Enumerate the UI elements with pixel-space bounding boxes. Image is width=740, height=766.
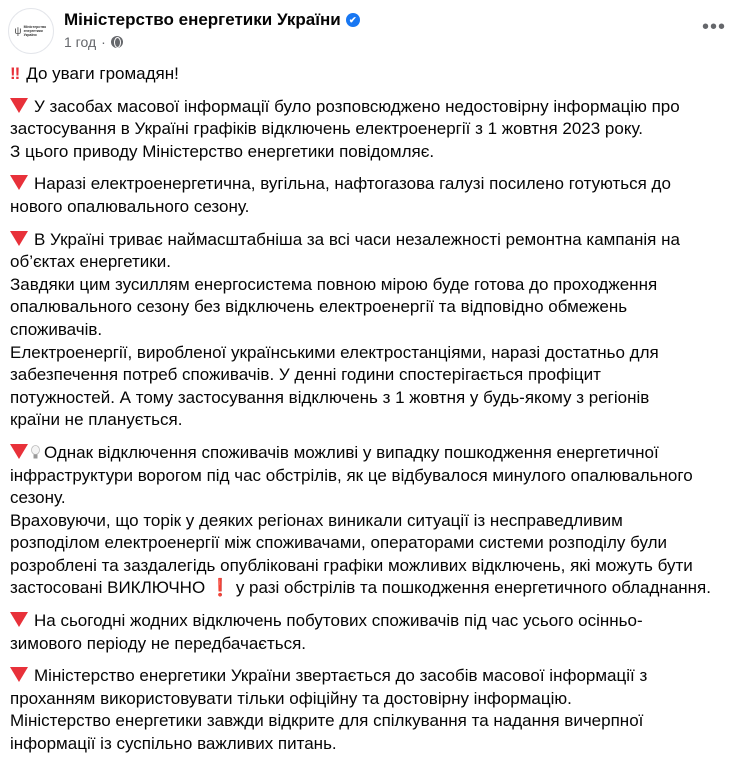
globe-icon[interactable] [111, 36, 123, 48]
post-paragraph [10, 610, 711, 655]
red-triangle-icon [10, 175, 28, 190]
text-line [10, 173, 711, 196]
text-line [10, 409, 711, 432]
line-text: зимового періоду не передбачається. [10, 633, 307, 653]
text-line [10, 387, 711, 410]
post-paragraph [10, 63, 711, 86]
text-line [10, 251, 711, 274]
line-text: Електроенергії, виробленої українськими електростанціями, наразі достатньо для [10, 342, 659, 362]
text-line [10, 577, 711, 600]
more-options-button[interactable]: ••• [701, 16, 726, 38]
line-text: розподілом електроенергії між споживачами, операторами системи розподілу були [10, 533, 668, 553]
text-line [10, 364, 711, 387]
avatar-logo-text: Міністерство енергетики України [23, 25, 47, 37]
text-line [10, 118, 711, 141]
line-text: опалювального сезону без відключень електроенергії та відповідно обмежень [10, 297, 628, 317]
line-text: Враховуючи, що торік у деяких регіонах виникали ситуації із несправедливим [10, 510, 623, 530]
text-line [10, 465, 711, 488]
red-triangle-icon [10, 667, 28, 682]
line-text: країни не планується. [10, 410, 183, 430]
text-line [10, 733, 711, 756]
line-text: проханням використовувати тільки офіційну та достовірну інформацію. [10, 688, 572, 708]
line-text: застосування в Україні графіків відключень електроенергії з 1 жовтня 2023 року. [10, 119, 643, 139]
exclamation-icon: ❗ [209, 578, 232, 598]
line-text: На сьогодні жодних відключень побутових споживачів під час усього осінньо- [34, 611, 643, 631]
post-paragraph [10, 442, 711, 600]
text-line [10, 665, 711, 688]
line-text: об’єктах енергетики. [10, 252, 171, 272]
text-line [10, 342, 711, 365]
red-triangle-icon [10, 444, 28, 459]
text-line [10, 442, 711, 465]
double-exclamation-icon: ‼ [10, 64, 21, 83]
text-line [10, 63, 711, 86]
line-text: сезону. [10, 488, 66, 508]
post-body [10, 63, 711, 766]
line-text: розроблені та заздалегідь опубліковані графіки можливих відключень, які можуть бути [10, 555, 693, 575]
avatar[interactable] [8, 8, 54, 54]
light-bulb-icon [31, 444, 40, 459]
line-text: У засобах масової інформації було розповсюджено недостовірну інформацію про [34, 96, 680, 116]
text-line [10, 710, 711, 733]
line-text: нового опалювального сезону. [10, 196, 250, 216]
line-text: інфраструктури ворогом під час обстрілів, як це відбувалося минулого опалювального [10, 465, 693, 485]
post-paragraph [10, 173, 711, 218]
text-line [10, 633, 711, 656]
red-triangle-icon [10, 98, 28, 113]
post-paragraph [10, 665, 711, 755]
line-text: Наразі електроенергетична, вугільна, нафтогазова галузі посилено готуються до [34, 174, 671, 194]
text-line [10, 296, 711, 319]
text-line [10, 532, 711, 555]
meta-separator: · [101, 34, 106, 50]
verified-badge-icon: ✔ [346, 13, 360, 27]
line-text: Міністерство енергетики завжди відкрите для спілкування та надання вичерпної [10, 711, 644, 731]
text-line [10, 688, 711, 711]
text-line [10, 274, 711, 297]
author-name[interactable] [64, 10, 360, 30]
line-text: В Україні триває наймасштабніша за всі часи незалежності ремонтна кампанія на [34, 229, 680, 249]
text-line [10, 96, 711, 119]
post-paragraph [10, 96, 711, 164]
red-triangle-icon [10, 231, 28, 246]
line-text: З цього приводу Міністерство енергетики повідомляє. [10, 141, 435, 161]
text-line [10, 487, 711, 510]
author-name-text[interactable]: Міністерство енергетики України [64, 10, 341, 29]
line-text: інформації із суспільно важливих питань. [10, 734, 337, 754]
post-time[interactable]: 1 год [64, 34, 97, 50]
post-paragraph [10, 229, 711, 432]
line-text: Однак відключення споживачів можливі у випадку пошкодження енергетичної [44, 442, 659, 462]
line-text: До уваги громадян! [26, 64, 179, 83]
line-text: Завдяки цим зусиллям енергосистема повною мірою буде готова до проходження [10, 274, 658, 294]
line-text: Міністерство енергетики України звертається до засобів масової інформації з [34, 666, 648, 686]
text-line [10, 196, 711, 219]
post-meta [64, 34, 123, 50]
text-line [10, 510, 711, 533]
post-header [0, 0, 740, 62]
text-line [10, 555, 711, 578]
text-line [10, 610, 711, 633]
line-text: забезпечення потреб споживачів. У денні години спостерігається профіцит [10, 365, 601, 385]
text-line [10, 229, 711, 252]
red-triangle-icon [10, 612, 28, 627]
trident-icon: ψ [14, 25, 22, 37]
line-text: споживачів. [10, 319, 103, 339]
line-text: застосовані ВИКЛЮЧНО ❗ у разі обстрілів та пошкодження енергетичного обладнання. [10, 578, 711, 598]
text-line [10, 319, 711, 342]
text-line [10, 141, 711, 164]
line-text: потужностей. А тому застосування відключень з 1 жовтня у будь-якому з регіонів [10, 387, 650, 407]
